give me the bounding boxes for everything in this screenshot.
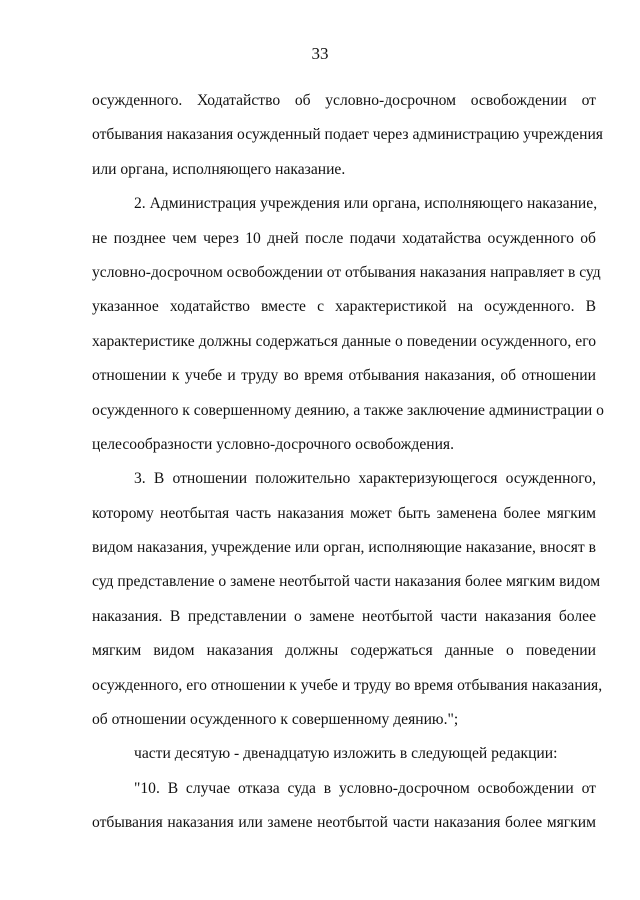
- text-line: 2. Администрация учреждения или органа, исполняющего наказание,: [134, 195, 598, 213]
- text-line: не позднее чем через 10 дней после подачи ходатайства осужденного об: [92, 229, 596, 247]
- paragraph-2: [92, 187, 604, 462]
- text-line: части десятую - двенадцатую изложить в следующей редакции:: [134, 745, 558, 763]
- text-line: отбывания наказания осужденный подает через администрацию учреждения: [92, 126, 603, 144]
- paragraph-1: [92, 84, 603, 187]
- text-line: осужденного, его отношении к учебе и труду во время отбывания наказания,: [92, 676, 603, 694]
- text-line: осужденного. Ходатайство об условно-досрочном освобождении от: [92, 92, 596, 109]
- paragraph-5: [92, 772, 596, 841]
- text-line: отношении к учебе и труду во время отбывания наказания, об отношении: [92, 367, 596, 385]
- text-line: отбывания наказания или замене неотбытой части наказания более мягким: [92, 814, 596, 832]
- text-line: суд представление о замене неотбытой части наказания более мягким видом: [92, 573, 601, 591]
- text-line: целесообразности условно-досрочного освобождения.: [92, 435, 454, 453]
- document-body: [92, 84, 604, 841]
- paragraph-3: [92, 462, 603, 737]
- text-line: осужденного к совершенному деянию, а также заключение администрации о: [92, 401, 604, 419]
- text-line: условно-досрочном освобождении от отбывания наказания направляет в суд: [92, 263, 601, 281]
- text-line: об отношении осужденного к совершенному деянию.";: [92, 711, 459, 729]
- page-number: 33: [311, 44, 329, 63]
- text-line: характеристике должны содержаться данные о поведении осужденного, его: [92, 332, 596, 350]
- text-line: наказания. В представлении о замене неотбытой части наказания более: [92, 607, 596, 625]
- text-line: указанное ходатайство вместе с характеристикой на осужденного. В: [92, 298, 596, 316]
- paragraph-4: [92, 737, 596, 771]
- text-line: "10. В случае отказа суда в условно-досрочном освобождении от: [134, 779, 596, 797]
- text-line: которому неотбытая часть наказания может быть заменена более мягким: [92, 504, 596, 522]
- text-line: или органа, исполняющего наказание.: [92, 160, 346, 178]
- text-line: видом наказания, учреждение или орган, исполняющие наказание, вносят в: [92, 539, 596, 557]
- text-line: мягким видом наказания должны содержаться данные о поведении: [92, 642, 596, 660]
- text-line: 3. В отношении положительно характеризующегося осужденного,: [134, 470, 596, 488]
